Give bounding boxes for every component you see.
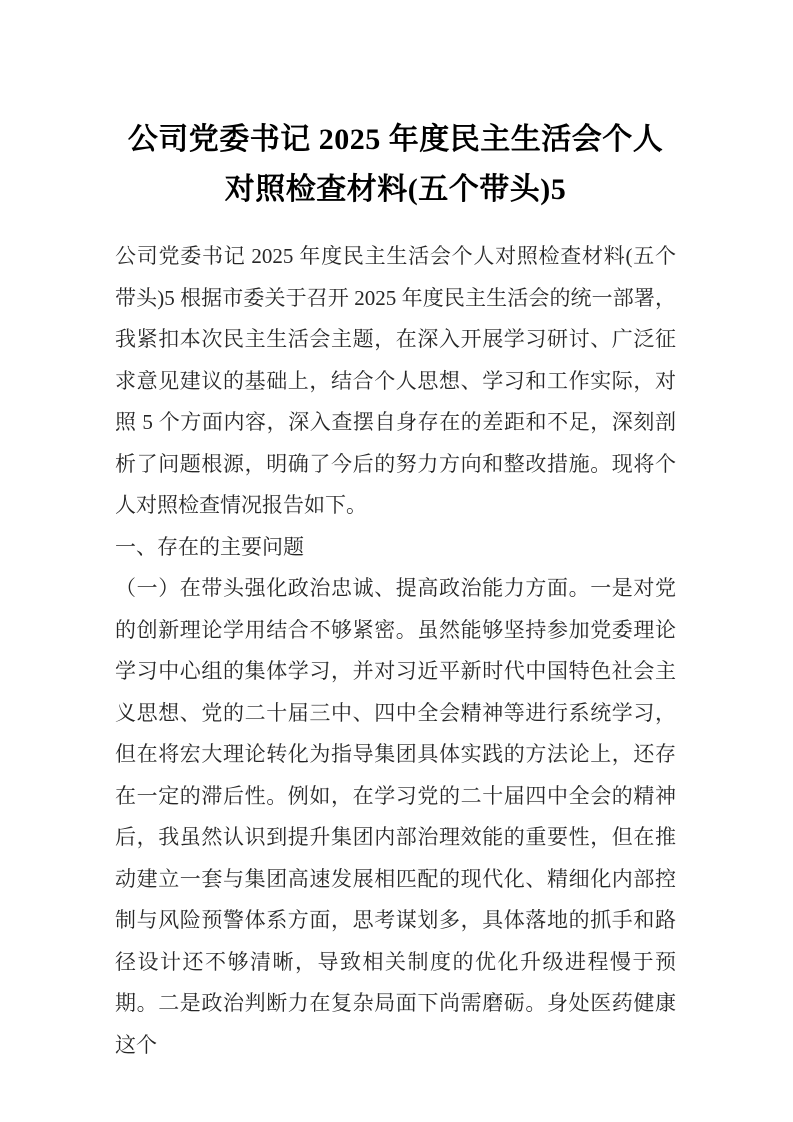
section-heading-main-problems: 一、存在的主要问题 bbox=[115, 534, 304, 559]
paragraph-intro: 公司党委书记 2025 年度民主生活会个人对照检查材料(五个带头)5 根据市委关于召开 2025 年度民主生活会的统一部署，我紧扣本次民主生活会主题，在深入开展学习研讨、广泛征求意见建议的基础上，结合个人思想、学习和工作实际，对照 5 个方面内容，深入查摆自身存在的差距和不足，深刻剖析了问题根源，明确了今后的努力方向和整改措施。现将个人对照检查情况报告如下。 bbox=[115, 244, 676, 517]
document-body bbox=[115, 236, 676, 1066]
paragraph-section-one: （一）在带头强化政治忠诚、提高政治能力方面。一是对党的创新理论学用结合不够紧密。虽然能够坚持参加党委理论学习中心组的集体学习，并对习近平新时代中国特色社会主义思想、党的二十届三中、四中全会精神等进行系统学习，但在将宏大理论转化为指导集团具体实践的方法论上，还存在一定的滞后性。例如，在学习党的二十届四中全会的精神后，我虽然认识到提升集团内部治理效能的重要性，但在推动建立一套与集团高速发展相匹配的现代化、精细化内部控制与风险预警体系方面，思考谋划多，具体落地的抓手和路径设计还不够清晰，导致相关制度的优化升级进程慢于预期。二是政治判断力在复杂局面下尚需磨砺。身处医药健康这个 bbox=[115, 576, 676, 1057]
document-title: 公司党委书记 2025 年度民主生活会个人对照检查材料(五个带头)5 bbox=[127, 123, 664, 206]
